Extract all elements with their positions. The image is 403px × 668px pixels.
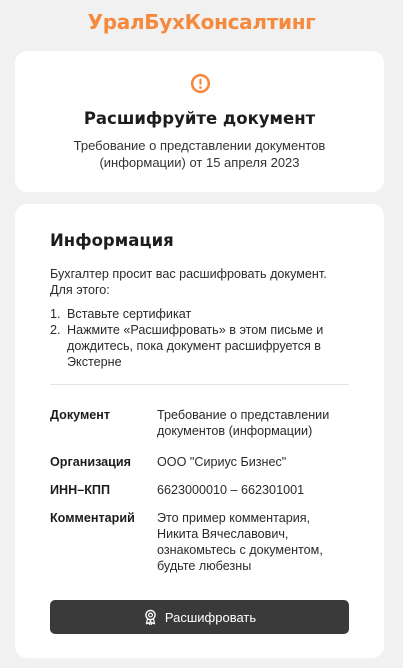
decrypt-button-label: Расшифровать <box>164 609 257 625</box>
document-subtitle: Требование о представлении документов (информации) от 15 апреля 2023 <box>73 138 326 170</box>
page-title: Расшифруйте документ <box>83 109 316 128</box>
header-card <box>15 51 384 192</box>
alert-circle-icon <box>190 73 211 94</box>
step-number: 1. <box>50 307 61 321</box>
certificate-icon <box>143 609 158 625</box>
step-number: 2. <box>50 323 61 337</box>
detail-label: Комментарий <box>50 511 135 525</box>
step-item <box>50 322 350 370</box>
detail-value: ООО "Сириус Бизнес" <box>157 455 287 469</box>
detail-value: 6623000010 – 662301001 <box>157 483 305 497</box>
info-heading: Информация <box>50 231 174 250</box>
step-item <box>50 306 350 322</box>
detail-value: Требование о представлении документов (информации) <box>157 408 330 438</box>
info-intro: Бухгалтер просит вас расшифровать документ. Для этого: <box>50 267 327 297</box>
detail-label: Организация <box>50 455 132 469</box>
brand-logo: УралБухКонсалтинг <box>87 10 316 34</box>
steps-list <box>50 306 350 370</box>
step-text: Вставьте сертификат <box>67 307 192 321</box>
detail-value: Это пример комментария, Никита Вячеславович, ознакомьтесь с документом, будьте любезны <box>157 511 323 573</box>
divider <box>50 384 349 385</box>
info-card <box>15 204 384 658</box>
decrypt-button[interactable] <box>50 600 349 634</box>
detail-label: ИНН–КПП <box>50 483 111 497</box>
step-text: Нажмите «Расшифровать» в этом письме и дождитесь, пока документ расшифруется в Экстерне <box>67 323 324 369</box>
detail-label: Документ <box>50 408 111 422</box>
